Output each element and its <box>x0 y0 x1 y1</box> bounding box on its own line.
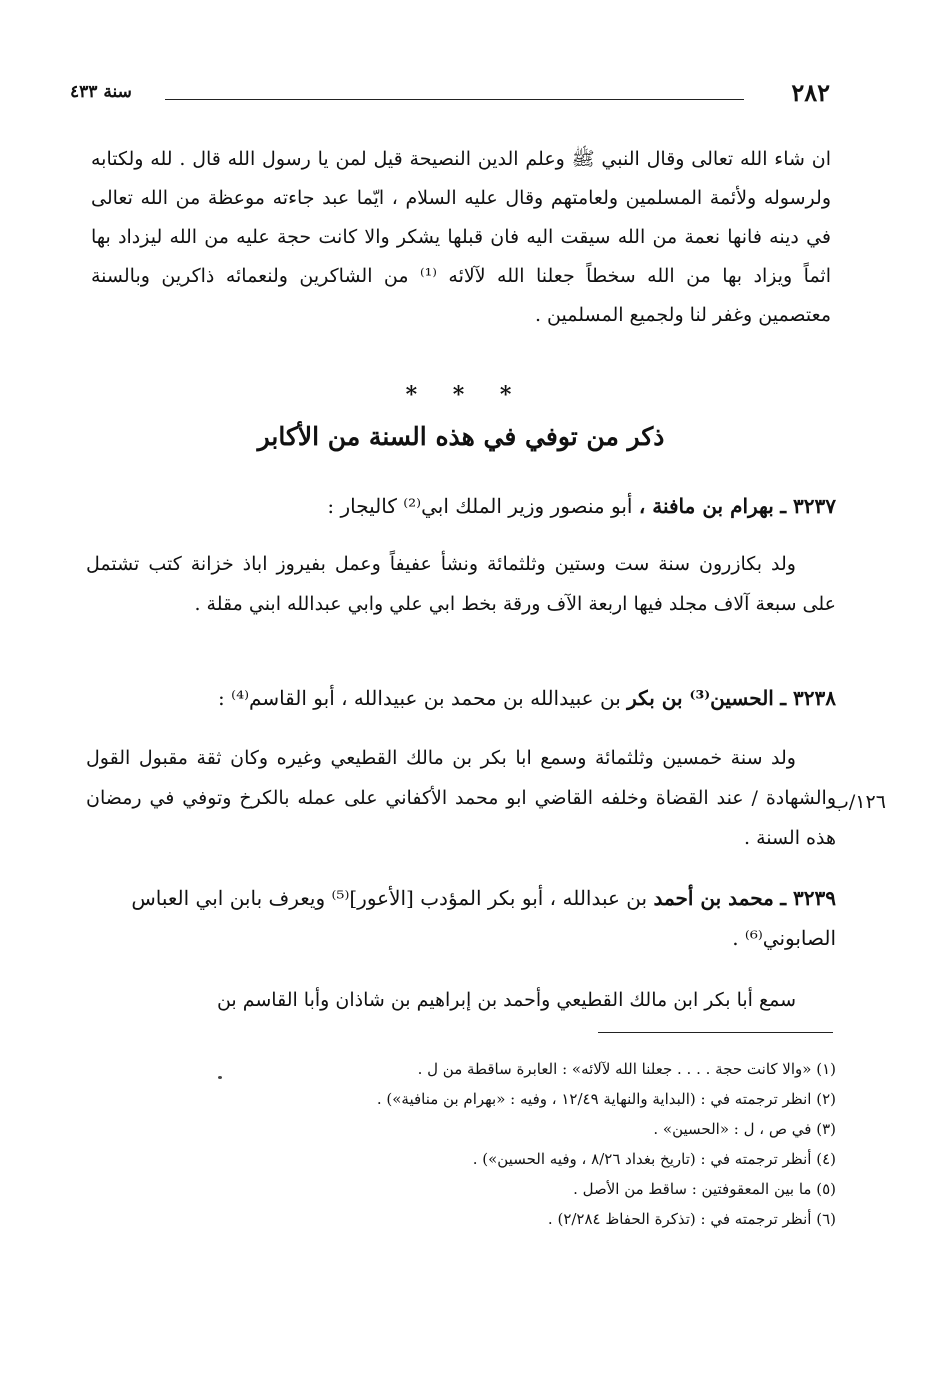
entry-heading <box>86 486 836 526</box>
margin-folio-note: ١٢٦/ب <box>831 791 886 813</box>
entry-heading <box>86 878 836 958</box>
entry-name: بهرام بن مافنة ، <box>638 494 774 518</box>
entry-number: ٣٢٣٨ ـ <box>780 686 836 710</box>
footnote: (٤) أنظر ترجمته في : (تاريخ بغداد ٨/٢٦ ، وفيه الحسين») . <box>472 1150 836 1168</box>
entry-heading-rest: بن عبدالله ، أبو بكر المؤدب [الأعور]⁽⁵⁾ ويعرف بابن ابي العباس الصابوني⁽⁶⁾ . <box>131 886 836 950</box>
footnote: (٥) ما بين المعقوفتين : ساقط من الأصل . <box>573 1180 836 1198</box>
entry-heading-rest: بن عبيدالله بن محمد بن عبيدالله ، أبو القاسم⁽⁴⁾ : <box>218 686 621 710</box>
footnote: (٦) أنظر ترجمته في : (تذكرة الحفاظ ٢/٢٨٤) . <box>547 1210 836 1228</box>
footnote: (٢) انظر ترجمته في : (البداية والنهاية ١٢/٤٩ ، وفيه : «بهرام بن منافية») . <box>376 1090 836 1108</box>
entry-body-text: ولد سنة خمسين وثلثمائة وسمع ابا بكر بن مالك القطيعي وغيره وكان ثقة مقبول القول والشهادة / عند القضاة وخلفه القاضي ابو محمد الأكفاني على عمله بالكرخ وتوفي في رمضان هذه السنة . <box>86 747 836 849</box>
header-rule <box>165 99 744 100</box>
entry-body <box>86 544 836 624</box>
section-title: ذكر من توفي في هذه السنة من الأكابر <box>257 422 665 451</box>
entry-name: الحسين⁽³⁾ بن بكر <box>627 686 774 710</box>
footnote: (٣) في ص ، ل : «الحسين» . <box>653 1120 836 1138</box>
entry-number: ٣٢٣٧ ـ <box>780 494 836 518</box>
page-header <box>70 78 830 114</box>
footnote: (١) «والا كانت حجة . . . . جعلنا الله لآلائه» : العابرة ساقطة من ل . <box>417 1060 836 1078</box>
footnote-rule <box>598 1032 833 1033</box>
entry-number: ٣٢٣٩ ـ <box>780 886 836 910</box>
entry-name: محمد بن أحمد <box>653 886 774 910</box>
page-number: ٢٨٢ <box>791 78 830 107</box>
entry-body-text: سمع أبا بكر ابن مالك القطيعي وأحمد بن إبراهيم بن شاذان وأبا القاسم بن <box>216 989 796 1011</box>
running-title: سنة ٤٣٣ <box>70 82 132 102</box>
entry-body <box>86 980 836 1020</box>
intro-text: ان شاء الله تعالى وقال النبي ﷺ وعلم الدين النصيحة قيل لمن يا رسول الله قال . لله ولكتابه ولرسوله ولأئمة المسلمين ولعامتهم وقال عليه السلام ، ايّما عبد جاءته موعظة من الله تعالى في دينه فانها نعمة من الله سيقت اليه فان قبلها يشكر والا كانت حجة عليه من الله ليزداد بها اثماً ويزاد بها من الله سخطاً جعلنا الله لآلائه ⁽¹⁾ من الشاكرين ولنعمائه ذاكرين وبالسنة معتصمين وغفر لنا ولجميع المسلمين . <box>91 148 831 326</box>
section-separator: * * * <box>405 382 526 408</box>
footnotes <box>86 1054 836 1234</box>
entry-heading-rest: أبو منصور وزير الملك ابي⁽²⁾ كاليجار : <box>327 494 633 518</box>
entry-body-text: ولد بكازرون سنة ست وستين وثلثمائة ونشأ عفيفاً وعمل بفيروز اباذ خزانة كتب تشتمل على سبعة آلاف مجلد فيها اربعة الآف ورقة بخط ابي علي وابي عبدالله ابني مقلة . <box>86 553 836 615</box>
entry-heading <box>86 678 836 718</box>
intro-paragraph <box>91 140 831 335</box>
entry-body <box>86 738 836 858</box>
